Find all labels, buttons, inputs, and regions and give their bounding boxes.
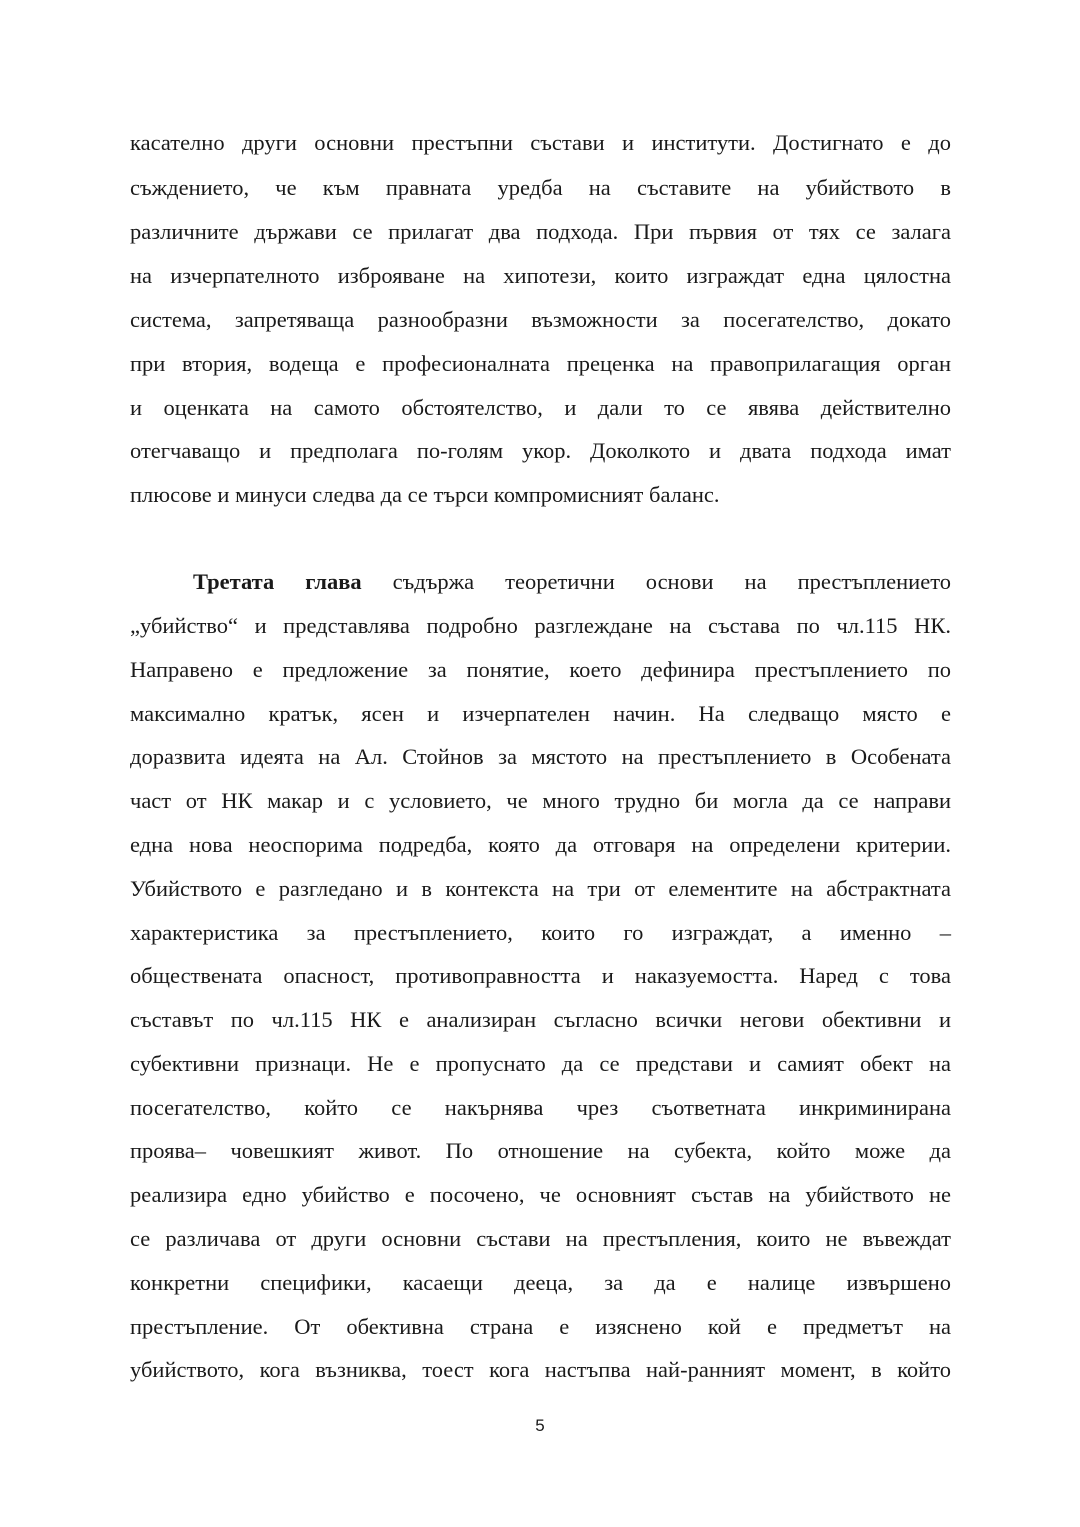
text-line: убийството, кога възниква, тоест кога настъпва най-ранният момент, в който (130, 1357, 951, 1382)
text-line: доразвита идеята на Ал. Стойнов за мястото на престъплението в Особената (130, 744, 951, 769)
text-line: „убийство“ и представлява подробно разглеждане на състава по чл.115 НК. (130, 613, 951, 638)
text-line: характеристика за престъплението, които го изграждат, а именно – (130, 920, 951, 945)
text-line: субективни признаци. Не е пропуснато да се представи и самият обект на (130, 1051, 951, 1076)
text-line: посегателство, който се накърнява чрез съответната инкриминирана (130, 1095, 951, 1120)
text-line: се различава от други основни състави на престъпления, които не въвеждат (130, 1226, 951, 1251)
text-line: реализира едно убийство е посочено, че основният състав на убийството не (130, 1182, 951, 1207)
text-line: при втория, водеща е професионалната преценка на правоприлагащия орган (130, 351, 951, 376)
text-line: на изчерпателното изброяване на хипотези, които изграждат една цялостна (130, 263, 951, 288)
text-line: съставът по чл.115 НК е анализиран съгласно всички негови обективни и (130, 1007, 951, 1032)
text-line: обществената опасност, противоправността и наказуемостта. Наред с това (130, 963, 951, 988)
page-number: 5 (535, 1416, 545, 1435)
text-line: различните държави се прилагат два подхода. При първия от тях се залага (130, 219, 951, 244)
text-line: част от НК макар и с условието, че много трудно би могла да се направи (130, 788, 951, 813)
text-span: съдържа теоретични основи на престъплението (361, 569, 951, 594)
text-line: една нова неоспорима подредба, която да отговаря на определени критерии. (130, 832, 951, 857)
text-line: касателно други основни престъпни състави и институти. Достигнато е до (130, 130, 951, 155)
text-line: проява– човешкият живот. По отношение на субекта, който може да (130, 1138, 951, 1163)
text-line: Направено е предложение за понятие, което дефинира престъплението по (130, 657, 951, 682)
paragraph-2-first-line (193, 567, 951, 597)
text-line: отегчаващо и предполага по-голям укор. Доколкото и двата подхода имат (130, 438, 951, 463)
text-line: престъпление. От обективна страна е изяснено кой е предметът на (130, 1314, 951, 1339)
text-line: плюсове и минуси следва да се търси компромисният баланс. (130, 482, 720, 507)
text-line: система, запретяваща разнообразни възможности за посегателство, докато (130, 307, 951, 332)
text-line: максимално кратък, ясен и изчерпателен начин. На следващо място е (130, 701, 951, 726)
chapter-reference: Третата глава (193, 569, 362, 594)
text-line: конкретни специфики, касаещи дееца, за да е налице извършено (130, 1270, 951, 1295)
text-line: и оценката на самото обстоятелство, и дали то се явява действително (130, 395, 951, 420)
text-line: Убийството е разгледано и в контекста на три от елементите на абстрактната (130, 876, 951, 901)
text-line: съждението, че към правната уредба на съставите на убийството в (130, 175, 951, 200)
